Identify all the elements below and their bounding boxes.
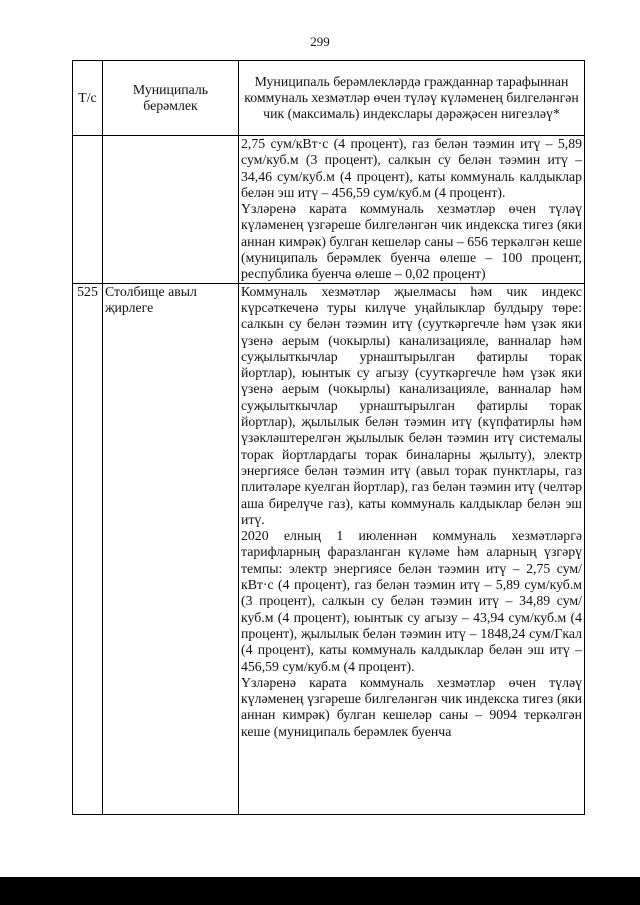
paragraph: Үзләренә карата коммуналь хезмәтләр өчен түләү күләменең үзгәреше билгеләнгән чик индекска тигез (яки аннан кимрәк) булган кешеләр саны – 9094 теркәлгән кеше (муниципаль берәмлек буенча (241, 674, 582, 739)
table-header-row (73, 61, 585, 136)
table-row (73, 136, 585, 284)
paragraph: 2020 елның 1 июленнән коммуналь хезмәтләргә тарифларның фаразланган күләме һәм аларның үзгәрү темпы: электр энергиясе белән тәэмин итү – 2,75 сум/кВт·с (4 процент), газ белән тәэмин итү – 5,89 сум/куб.м (3 процент), салкын су белән тәэмин итү – 34,89 сум/куб.м (4 процент), юынтык су агызу – 43,94 сум/куб.м (4 процент), җылылык белән тәэмин итү – 1848,24 сум/Гкал (4 процент), каты коммуналь калдыклар белән эш итү – 456,59 сум/куб.м (4 процент). (241, 528, 582, 674)
paragraph: Үзләренә карата коммуналь хезмәтләр өчен түләү күләменең үзгәреше билгеләнгән чик индекска тигез (яки аннан кимрәк) булган кешеләр саны – 656 теркәлгән кеше (муниципаль берәмлек буенча өлеше – 100 процент, республика буенча өлеше – 0,02 процент) (241, 201, 582, 282)
header-municipality: Муниципаль берәмлек (103, 61, 239, 136)
row-municipality: Столбище авыл җирлеге (103, 283, 239, 814)
row-index-text (239, 136, 585, 284)
header-number: Т/с (73, 61, 103, 136)
table-row (73, 283, 585, 814)
paragraph: Коммуналь хезмәтләр җыелмасы һәм чик индекс күрсәткеченә туры килүче уңайлыклар булдыру төре: салкын су белән тәэмин итү (сууткәргечле һәм үзәк яки үзенә аерым (чокырлы) канализацияле, ванналар һәм суҗылыткычлар урнаштырылган фатирлы торак йортлар), юынтык су агызу (сууткәргечле һәм үзәк яки үзенә аерым (чокырлы) канализацияле, ванналар һәм суҗылыткычлар урнаштырылган фатирлы торак йортлар), җылылык белән тәэмин итү (күпфатирлы һәм үзәкләштерелгән җылылык белән тәэмин итү системалы торак йортлардагы торак биналарны җылыту), электр энергиясе белән тәэмин итү (авыл торак пунктлары, газ плитәләре куелган йортлар), газ белән тәэмин итү (челтәр аша бирелүче газ), каты коммуналь калдыклар белән эш итү. (241, 283, 582, 527)
paragraph: 2,75 сум/кВт·с (4 процент), газ белән тәэмин итү – 5,89 сум/куб.м (3 процент), салкын су белән тәэмин итү – 34,46 сум/куб.м (4 процент), каты коммуналь калдыклар белән эш итү – 456,59 сум/куб.м (4 процент). (241, 136, 582, 200)
page-number: 299 (310, 34, 330, 49)
row-number: 525 (73, 283, 103, 814)
scan-bottom-edge (0, 877, 640, 905)
header-index: Муниципаль берәмлекләрдә гражданнар тарафыннан коммуналь хезмәтләр өчен түләү күләменең билгеләнгән чик (максималь) индекслары дәрәҗәсен нигезләү* (239, 61, 585, 136)
row-municipality (103, 136, 239, 284)
row-index-text (239, 283, 585, 814)
tariff-index-table (72, 60, 585, 815)
row-number (73, 136, 103, 284)
